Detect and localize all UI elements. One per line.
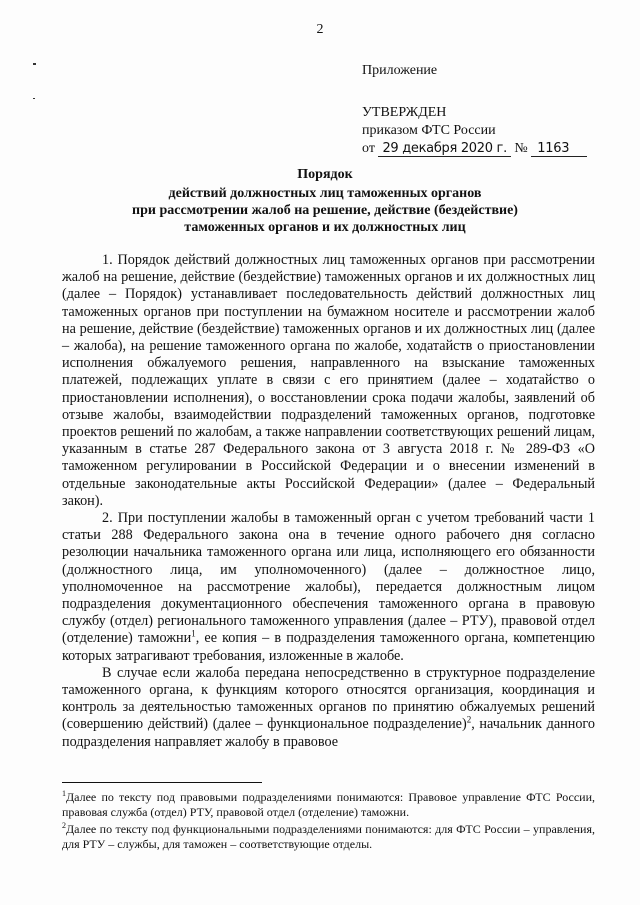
footnote-1-mark: 1	[62, 789, 66, 798]
order-number: 1163	[531, 141, 587, 157]
appendix-label: Приложение	[362, 63, 438, 78]
heading-line-3: таможенных органов и их должностных лиц	[184, 220, 466, 235]
paragraph-3-text-b: , начальник данного подразделения направляет жалобу в правовое	[62, 716, 595, 750]
footnote-1	[62, 790, 595, 820]
scan-speck	[33, 98, 35, 99]
from-label: от	[362, 141, 375, 156]
scan-speck	[33, 63, 36, 65]
footnote-ref-2: 2	[466, 714, 472, 725]
footnote-2-text: Далее по тексту под функциональными подразделениями понимаются: для ФТС России – управления, для РТУ – службы, для таможен – соответствующие отделы.	[62, 822, 595, 851]
footnotes	[62, 790, 595, 854]
paragraph-1: 1. Порядок действий должностных лиц таможенных органов при рассмотрении жалоб на решение, действие (бездействие) таможенных органов и их должностных лиц (далее – Порядок) устанавливает последовательность действий должностных лиц таможенных органов при поступлении на бумажном носителе и рассмотрении жалоб на решение, действие (бездействие) таможенных органов и их должностных лиц (далее – жалоба), на решение таможенного органа по жалобе, ходатайств о приостановлении исполнения обжалуемого решения, направленного на взыскание таможенных платежей, подлежащих уплате в связи с его принятием (далее – ходатайство о приостановлении исполнения), о восстановлении срока подачи жалобы, заявлений об отзыве жалобы, взаимодействии подразделений таможенных органов, подготовке проектов решений по жалобам, а также направлении соответствующих решений лицам, указанным в статье 287 Федерального закона от 3 августа 2018 г. № 289-ФЗ «О таможенном регулировании в Российской Федерации и о внесении изменений в отдельные законодательные акты Российской Федерации» (далее – Федеральный закон).	[62, 252, 595, 509]
page-number: 2	[316, 22, 324, 37]
document-heading	[60, 166, 590, 236]
footnote-2-mark: 2	[62, 821, 66, 830]
document-body	[62, 252, 595, 751]
heading-title: Порядок	[297, 167, 353, 182]
approval-stamp-block	[362, 62, 612, 158]
paragraph-2	[62, 510, 595, 665]
paragraph-3-text-a: В случае если жалоба передана непосредственно в структурное подразделение таможенного органа, к функциям которого относятся организация, координация и контроль за деятельностью таможенных органов по принятию обжалуемых решений (совершению действий) (далее – функциональное подразделение)	[62, 664, 595, 733]
order-date-number-line	[362, 140, 612, 158]
approved-label: УТВЕРЖДЕН	[362, 105, 447, 120]
paragraph-3	[62, 665, 595, 751]
heading-line-2: при рассмотрении жалоб на решение, действие (бездействие)	[132, 203, 518, 218]
footnote-ref-1: 1	[191, 628, 196, 639]
order-date: 29 декабря 2020 г.	[378, 141, 510, 157]
footnote-1-text: Далее по тексту под правовыми подразделениями понимаются: Правовое управление ФТС России, правовая служба (отдел) РТУ, правовой отдел (отделение) таможни.	[62, 790, 595, 819]
footnote-2	[62, 822, 595, 852]
number-label: №	[514, 141, 528, 156]
approved-by-order: приказом ФТС России	[362, 123, 496, 138]
heading-line-1: действий должностных лиц таможенных органов	[168, 186, 482, 201]
paragraph-2-text-b: , ее копия – в подразделения таможенного органа, компетенцию которых затрагивают требования, изложенные в жалобе.	[62, 630, 595, 664]
paragraph-2-text-a: 2. При поступлении жалобы в таможенный орган с учетом требований части 1 статьи 288 Федерального закона она в течение одного рабочего дня согласно резолюции начальника таможенного органа или лица, исполняющего его обязанности (должностного лица, им уполномоченного) (далее – должностное лицо, уполномоченное на рассмотрение жалобы), передается должностным лицом подразделения документационного обеспечения таможенного органа в правовую службу (отдел) регионального таможенного управления (далее – РТУ), правовой отдел (отделение) таможни	[62, 510, 595, 647]
footnote-separator	[62, 782, 262, 783]
